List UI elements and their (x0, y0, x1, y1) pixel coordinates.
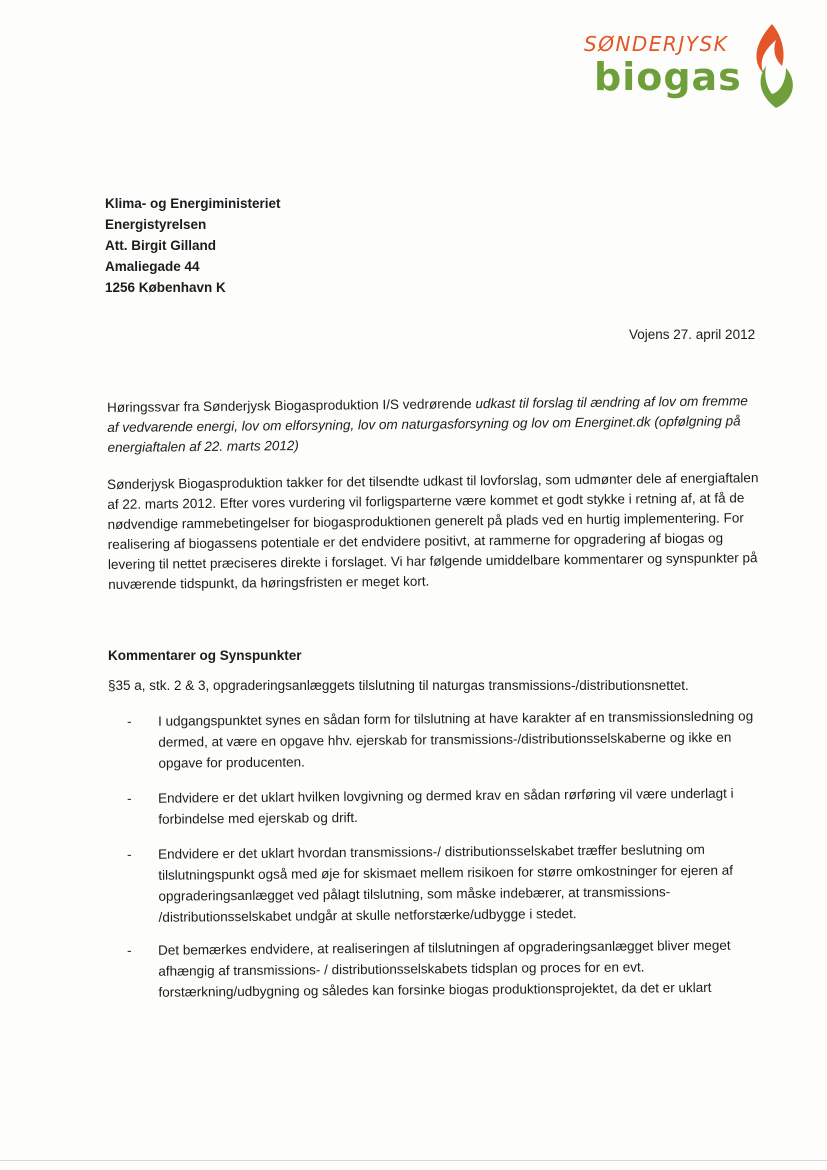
list-item (127, 705, 768, 774)
scan-edge-divider (0, 1160, 827, 1161)
intro-paragraph: Sønderjysk Biogasproduktion takker for det tilsendte udkast til lovforslag, som udmønter dele af energiaftalen af 22. marts 2012. Efter vores vurdering vil forligsparterne være kommet et godt stykke i retning af, at få de nødvendige rammebetingelser for biogasproduktionen generelt på plads ved en hurtig implementering. For realisering af biogassens potentiale er det endvidere positivt, at rammerne for opgradering af biogas og levering til nettet præciseres direkte i forslaget. Vi har følgende umiddelbare kommentarer og synspunkter på nuværende tidspunkt, da høringsfristen er meget kort. (107, 470, 759, 592)
section-reference: §35 a, stk. 2 & 3, opgraderingsanlæggets tilslutning til naturgas transmissions-/distributionsnettet. (108, 678, 689, 693)
bullet-dash: - (127, 942, 132, 958)
bullet-text: Det bemærkes endvidere, at realiseringen af tilslutningen af opgraderingsanlægget bliver meget afhængig af transmissions- / distributionsselskabets tidsplan og proces for en evt. forstærkning/udbygning og således kan forsinke biogas produktionsprojektet, da det er uklart (158, 937, 731, 1000)
address-line: Energistyrelsen (105, 217, 207, 232)
address-line: Att. Birgit Gilland (105, 238, 216, 253)
address-line: 1256 København K (105, 280, 226, 295)
address-line: Klima- og Energiministeriet (105, 196, 281, 211)
subject-prefix: Høringssvar fra Sønderjysk Biogasproduktion I/S vedrørende (107, 396, 476, 415)
bullet-text: I udgangspunktet synes en sådan form for tilslutning at have karakter af en transmissionsledning og dermed, at være en opgave hhv. ejerskab for transmissions-/distributionsselskaberne og ikke en opgave for producenten. (158, 708, 754, 771)
recipient-address (105, 193, 281, 298)
subject-paragraph (107, 391, 763, 458)
address-line: Amaliegade 44 (105, 259, 200, 274)
bullet-dash: - (127, 846, 132, 862)
bullet-text: Endvidere er det uklart hvordan transmissions-/ distributionsselskabet træffer beslutning om tilslutningspunkt også med øje for skismaet mellem risikoen for større omkostninger for ejeren af opgraderingsanlægget ved pålagt tilslutning, som måske indebærer, at transmissions- /distributionsselskabet undgår at skulle netforstærke/udbygge i stedet. (158, 841, 734, 925)
bullet-dash: - (127, 790, 132, 806)
flame-icon (742, 22, 798, 112)
section-heading: Kommentarer og Synspunkter (108, 648, 302, 663)
logo-wordmark-top: SØNDERJYSK (584, 32, 729, 56)
logo-wordmark-main: biogas (594, 55, 742, 99)
bullet-dash: - (127, 713, 132, 729)
letter-date: Vojens 27. april 2012 (629, 327, 756, 342)
list-item (127, 782, 767, 830)
bullet-text: Endvidere er det uklart hvilken lovgivning og dermed krav en sådan rørføring vil være underlagt i forbindelse med ejerskab og drift. (158, 785, 734, 827)
company-logo (578, 20, 803, 115)
list-item (127, 838, 768, 928)
list-item (127, 934, 768, 1003)
subject-italic: udkast til forslag til ændring af lov om fremme af vedvarende energi, lov om elforsyning, lov om naturgasforsyning og lov om Energinet.dk (opfølgning på energiaftalen af 22. marts 2012) (107, 393, 748, 455)
